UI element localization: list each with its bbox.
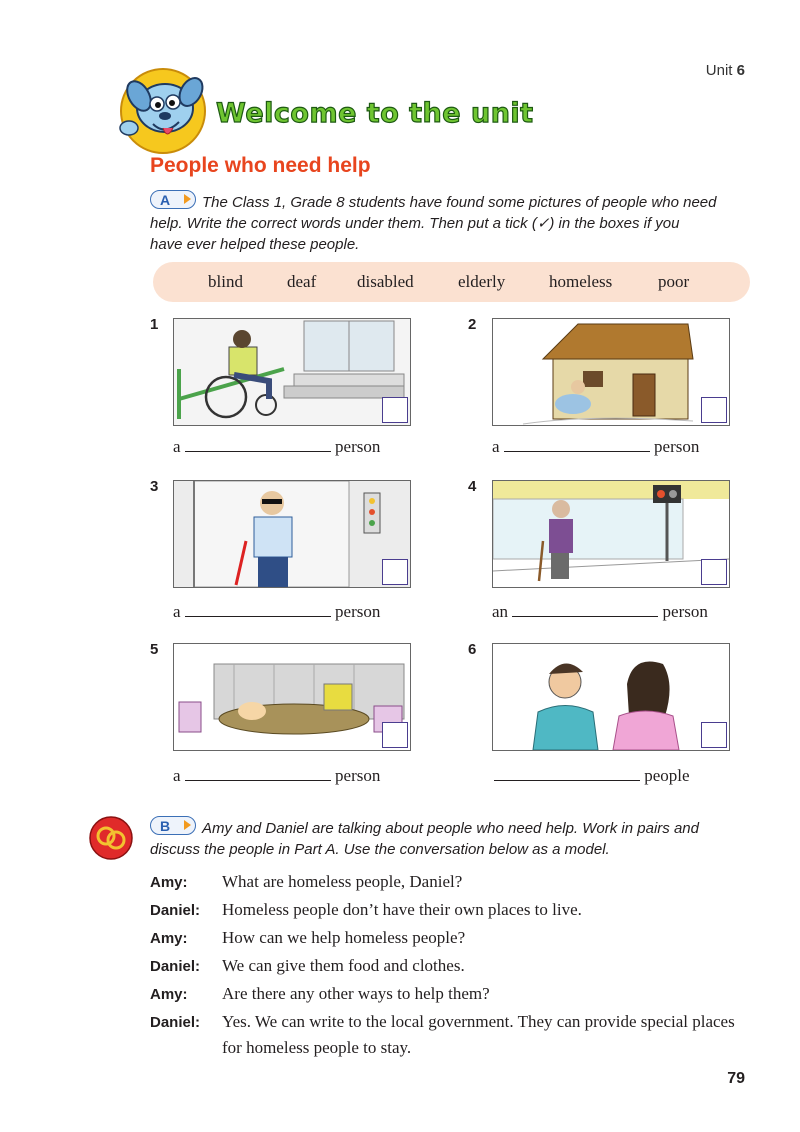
page-number: 79 xyxy=(727,1070,745,1087)
speaking-icon xyxy=(88,815,134,861)
speaker-name: Daniel: xyxy=(150,958,201,975)
picture-homeless-person xyxy=(492,318,730,426)
part-b-badge xyxy=(150,816,196,835)
picture-disabled-person xyxy=(173,318,411,426)
dialogue-text: How can we help homeless people? xyxy=(222,928,466,947)
answer-line-1 xyxy=(173,437,380,457)
caption-prefix: a xyxy=(492,437,500,456)
part-a-instructions-line-2: help. Write the correct words under them. Then put a tick (✓) in the boxes if you xyxy=(150,215,680,232)
caption-suffix: people xyxy=(644,766,690,785)
caption-prefix: an xyxy=(492,602,509,621)
tick-box[interactable] xyxy=(701,722,727,748)
item-number: 3 xyxy=(150,478,159,495)
word-bank xyxy=(153,262,750,302)
speaker-name: Amy: xyxy=(150,874,188,891)
answer-line-3 xyxy=(173,602,380,622)
unit-title: Welcome to the unit xyxy=(216,98,534,129)
part-a-badge-letter: A xyxy=(160,192,171,208)
answer-line-5 xyxy=(173,766,380,786)
speaker-name: Amy: xyxy=(150,986,188,1003)
word-bank-item: poor xyxy=(658,272,690,291)
caption-suffix: person xyxy=(335,766,381,785)
caption-suffix: person xyxy=(335,437,381,456)
answer-blank[interactable] xyxy=(504,437,650,452)
picture-elderly-person xyxy=(492,480,730,588)
dialogue-line xyxy=(150,953,752,980)
dialogue-text: What are homeless people, Daniel? xyxy=(222,872,463,891)
part-a-instructions-line-1: The Class 1, Grade 8 students have found some pictures of people who need xyxy=(202,194,717,211)
tick-box[interactable] xyxy=(382,722,408,748)
picture-poor-person xyxy=(173,643,411,751)
dialogue-text: We can give them food and clothes. xyxy=(222,956,465,975)
part-b-badge-letter: B xyxy=(160,818,171,834)
unit-number: 6 xyxy=(736,62,745,79)
play-arrow-icon xyxy=(184,820,191,830)
caption-suffix: person xyxy=(662,602,708,621)
speaker-name: Daniel: xyxy=(150,1014,201,1031)
answer-blank[interactable] xyxy=(512,602,658,617)
dialogue-text: Yes. We can write to the local government. They can provide special places for homeless people to stay. xyxy=(222,1012,735,1057)
word-bank-item: deaf xyxy=(287,272,317,291)
tick-box[interactable] xyxy=(382,559,408,585)
answer-blank[interactable] xyxy=(185,766,331,781)
tick-box[interactable] xyxy=(701,397,727,423)
answer-blank[interactable] xyxy=(494,766,640,781)
dialogue-text: Are there any other ways to help them? xyxy=(222,984,490,1003)
caption-prefix: a xyxy=(173,437,181,456)
dialogue-line xyxy=(150,897,752,924)
unit-label-text: Unit xyxy=(705,62,733,79)
word-bank-item: disabled xyxy=(357,272,414,291)
dialogue-text: Homeless people don’t have their own places to live. xyxy=(222,900,582,919)
tick-box[interactable] xyxy=(382,397,408,423)
play-arrow-icon xyxy=(184,194,191,204)
part-a-badge xyxy=(150,190,196,209)
part-a-instructions xyxy=(150,190,750,255)
item-number: 6 xyxy=(468,641,477,658)
answer-line-2 xyxy=(492,437,699,457)
caption-prefix: a xyxy=(173,602,181,621)
dialogue-line xyxy=(150,1009,752,1061)
part-b-instructions-line-2: discuss the people in Part A. Use the conversation below as a model. xyxy=(150,841,610,858)
item-number: 5 xyxy=(150,641,159,658)
tick-box[interactable] xyxy=(701,559,727,585)
part-b-instructions xyxy=(150,816,750,860)
caption-prefix: a xyxy=(173,766,181,785)
item-number: 4 xyxy=(468,478,477,495)
picture-deaf-people xyxy=(492,643,730,751)
unit-label xyxy=(706,62,745,79)
caption-suffix: person xyxy=(335,602,381,621)
item-number: 2 xyxy=(468,316,477,333)
picture-blind-person xyxy=(173,480,411,588)
speaker-name: Amy: xyxy=(150,930,188,947)
answer-blank[interactable] xyxy=(185,602,331,617)
part-b-instructions-line-1: Amy and Daniel are talking about people who need help. Work in pairs and xyxy=(202,820,699,837)
speaker-name: Daniel: xyxy=(150,902,201,919)
answer-line-6 xyxy=(494,766,690,786)
answer-blank[interactable] xyxy=(185,437,331,452)
section-title: People who need help xyxy=(150,154,371,177)
word-bank-item: homeless xyxy=(549,272,613,291)
answer-line-4 xyxy=(492,602,708,622)
word-bank-item: blind xyxy=(208,272,243,291)
word-bank-item: elderly xyxy=(458,272,506,291)
item-number: 1 xyxy=(150,316,159,333)
dialogue-line xyxy=(150,869,752,896)
dialogue-line xyxy=(150,925,752,952)
dog-mascot-icon xyxy=(113,66,213,156)
caption-suffix: person xyxy=(654,437,700,456)
dialogue-line xyxy=(150,981,752,1008)
part-a-instructions-line-3: have ever helped these people. xyxy=(150,236,360,253)
